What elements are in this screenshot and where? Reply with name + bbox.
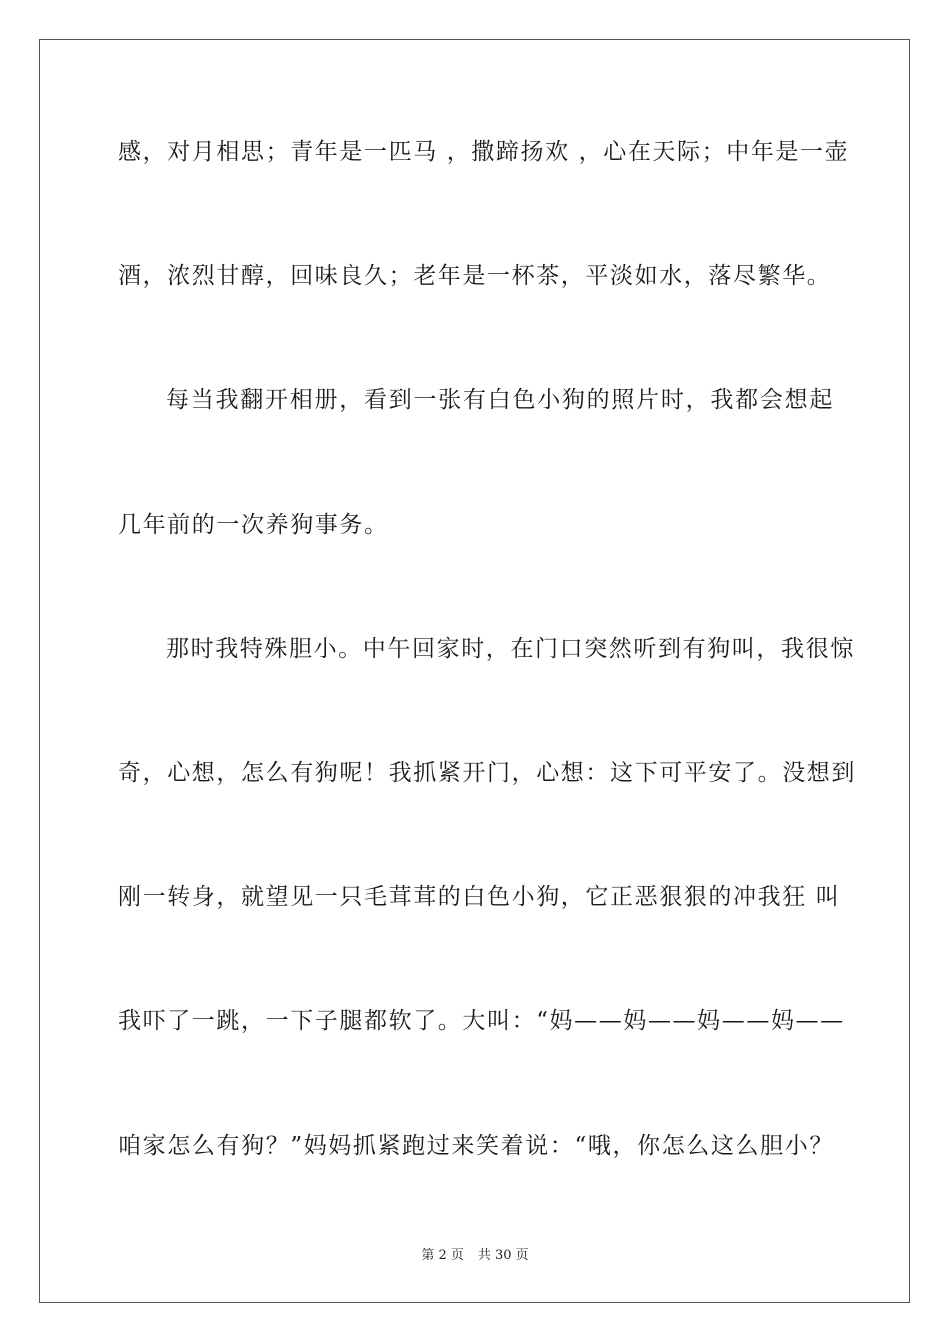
page-footer — [0, 1247, 950, 1265]
page-total: 共 30 页 — [477, 1248, 529, 1263]
text-line: 我吓了一跳，一下子腿都软了。大叫：“妈——妈——妈——妈—— — [118, 1008, 845, 1034]
text-line: 咱家怎么有狗？”妈妈抓紧跑过来笑着说：“哦，你怎么这么胆小？ — [118, 1133, 834, 1159]
text-line: 感，对月相思；青年是一匹马 ，撒蹄扬欢 ，心在天际；中年是一壶 — [118, 139, 850, 165]
text-line: 酒，浓烈甘醇，回味良久；老年是一杯茶，平淡如水，落尽繁华。 — [118, 263, 832, 289]
text-line: 每当我翻开相册，看到一张有白色小狗的照片时，我都会想起 — [166, 387, 834, 413]
page-border — [39, 39, 910, 1303]
text-line: 刚一转身，就望见一只毛茸茸的白色小狗，它正恶狠狠的冲我狂 叫 — [118, 884, 841, 910]
text-line: 几年前的一次养狗事务。 — [118, 512, 389, 538]
text-line: 那时我特殊胆小。中午回家时，在门口突然听到有狗叫，我很惊 — [166, 636, 855, 662]
text-line: 奇，心想，怎么有狗呢！我抓紧开门，心想：这下可平安了。没想到 — [118, 760, 856, 786]
page-number: 第 2 页 — [421, 1248, 464, 1263]
